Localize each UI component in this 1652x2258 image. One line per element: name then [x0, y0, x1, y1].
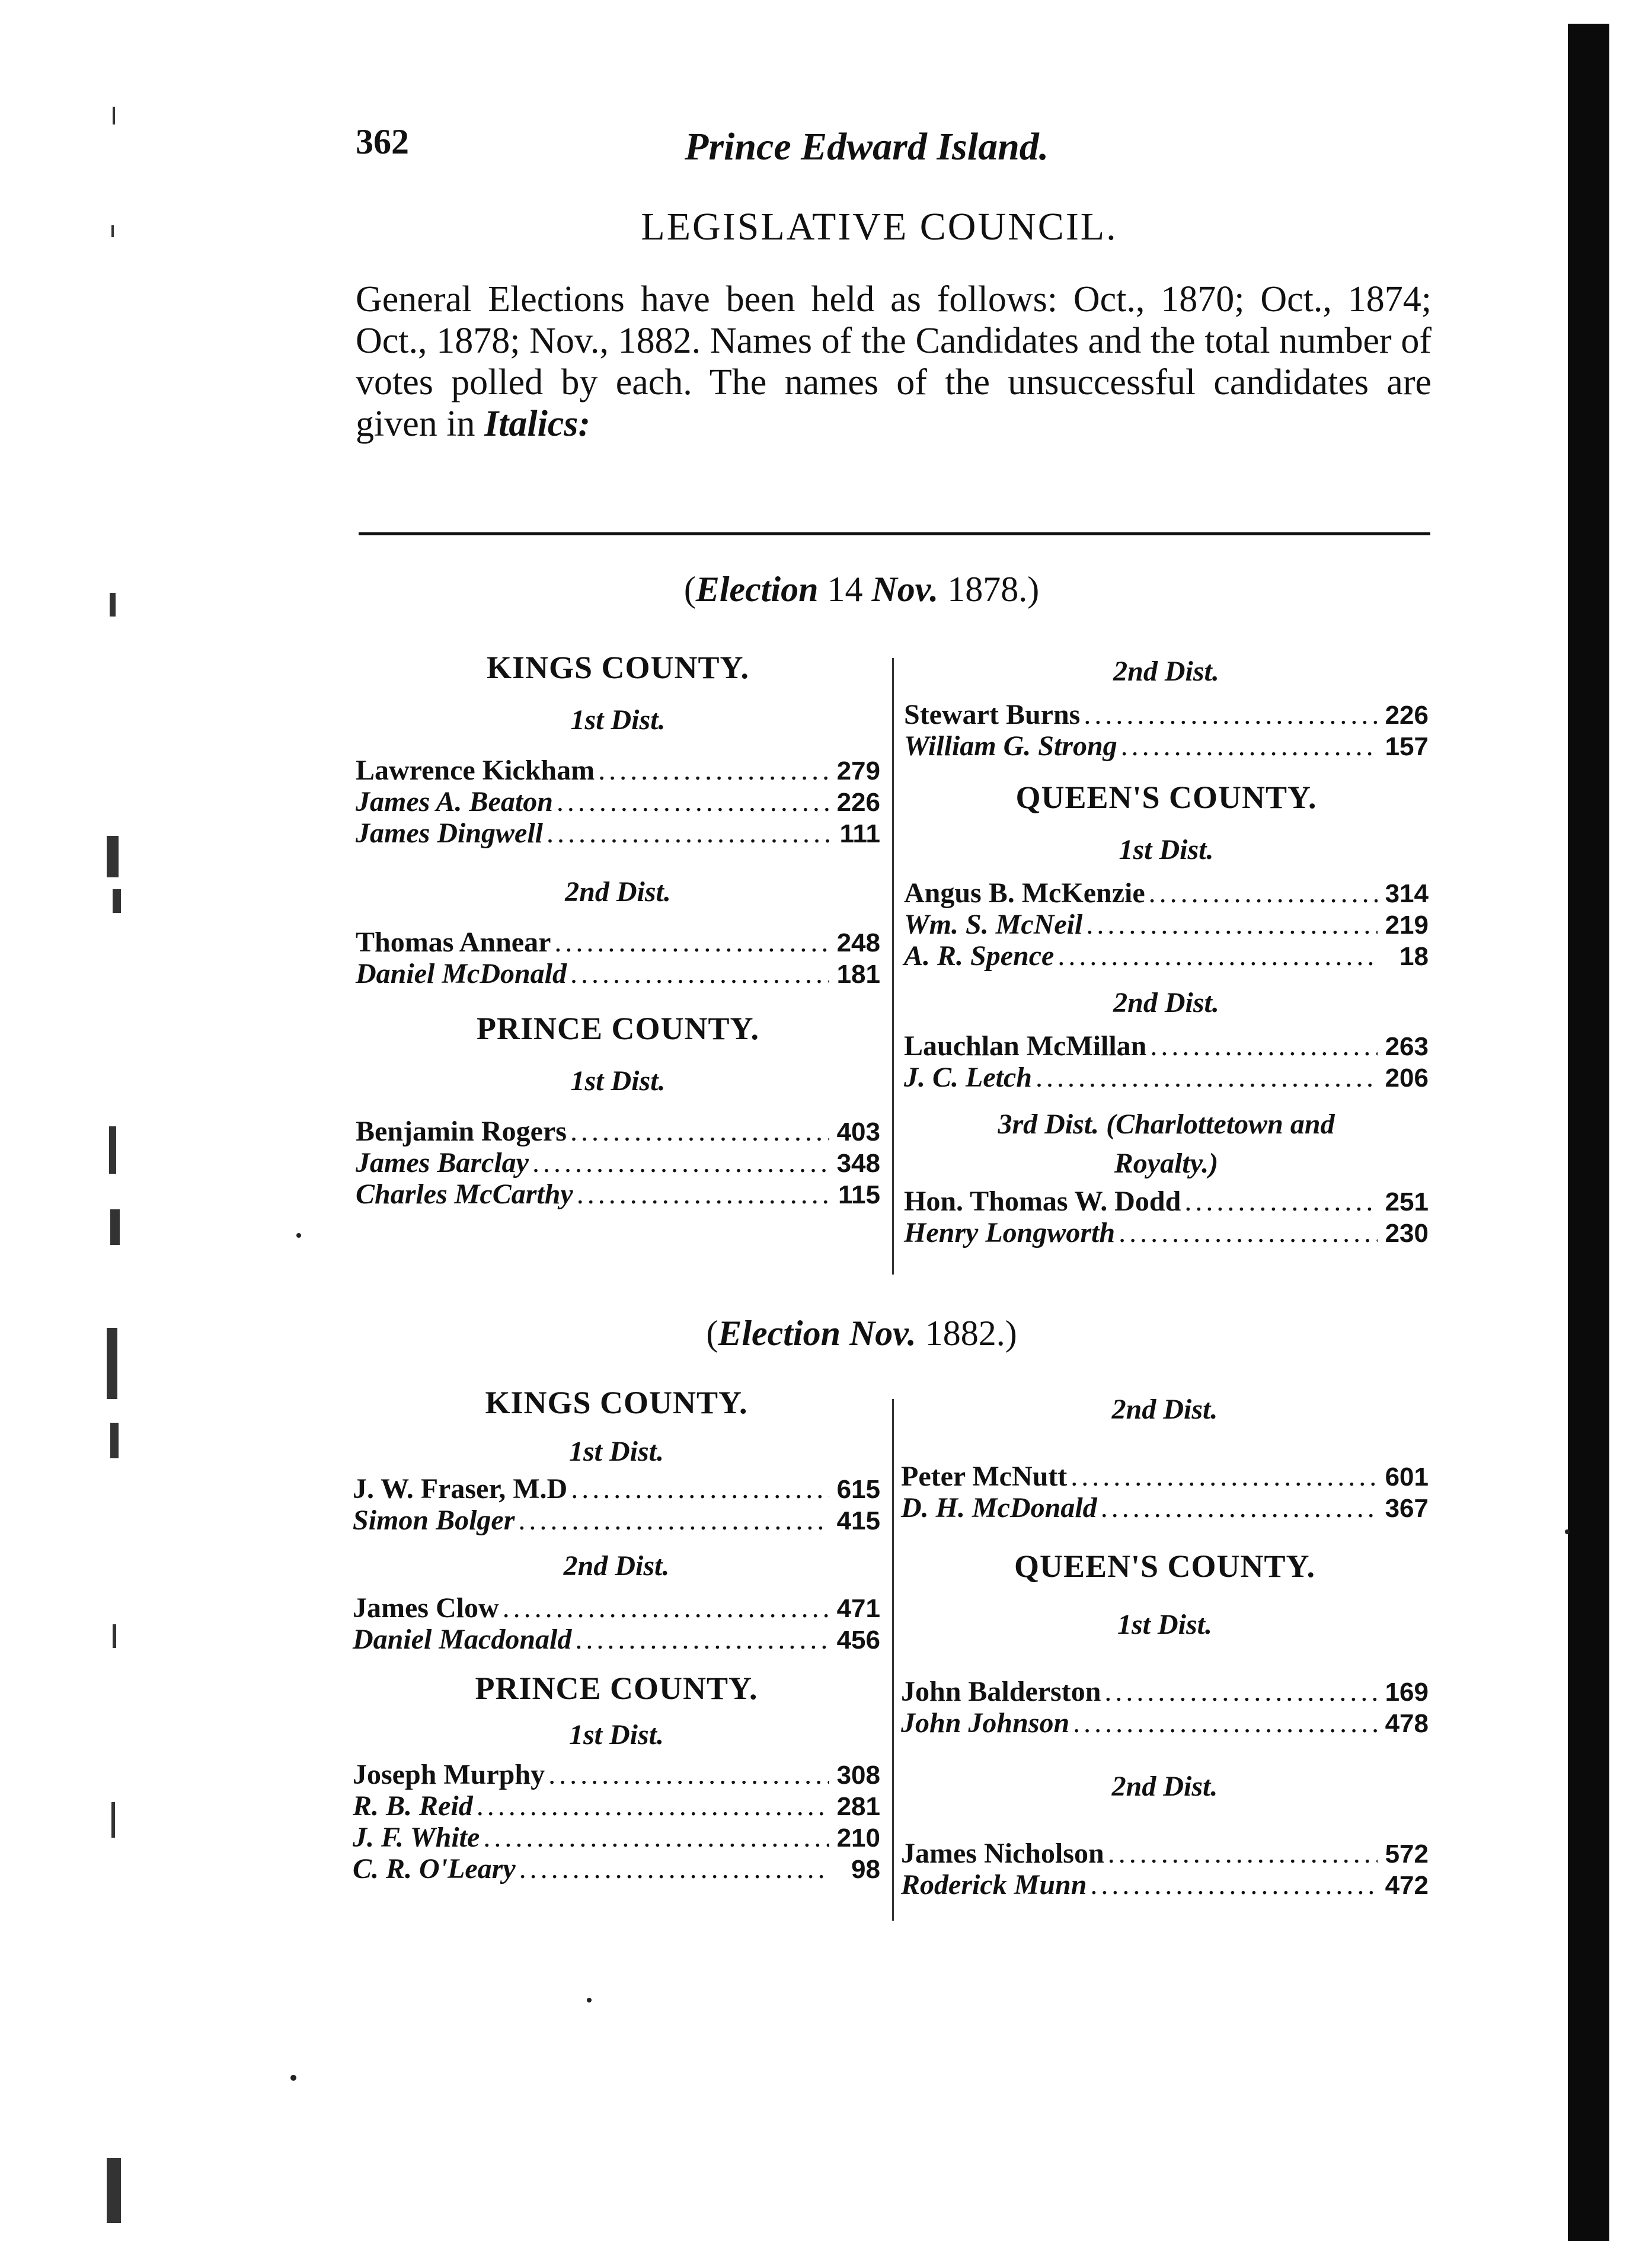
vote-count: 348: [836, 1149, 880, 1178]
vote-count: 601: [1385, 1462, 1429, 1492]
section-rule: [359, 532, 1430, 535]
scan-speck: [587, 1998, 592, 2003]
vote-count: 456: [836, 1625, 880, 1655]
candidate-name: Joseph Murphy: [353, 1759, 545, 1790]
binding-shadow: [1568, 24, 1609, 2241]
leader-dots: [503, 1593, 829, 1624]
district-heading-continued: Royalty.): [1114, 1148, 1219, 1179]
candidate-name: A. R. Spence: [904, 940, 1055, 972]
district-heading: 1st Dist.: [1117, 1609, 1213, 1640]
election-1882-right-column: [901, 1393, 1429, 1901]
candidate-row: [353, 1505, 880, 1537]
district-heading: 2nd Dist.: [1111, 1394, 1218, 1425]
election-year: 1878.: [947, 570, 1028, 609]
candidate-name: James Clow: [353, 1592, 499, 1624]
district-heading: 2nd Dist.: [1111, 1771, 1218, 1802]
candidate-name: Angus B. McKenzie: [904, 877, 1145, 909]
scan-speck: [290, 2075, 296, 2081]
leader-dots: [1150, 1031, 1378, 1062]
candidate-name: Henry Longworth: [904, 1217, 1116, 1248]
candidate-name: Peter McNutt: [901, 1461, 1068, 1492]
candidate-row: [356, 959, 880, 990]
election-1882-title: (Election Nov. 1882.): [706, 1314, 1017, 1353]
candidate-name: James Nicholson: [901, 1838, 1104, 1869]
county-heading: KINGS COUNTY.: [485, 1385, 748, 1420]
candidate-name: Charles McCarthy: [356, 1178, 573, 1210]
election-1878-right-column: [904, 649, 1429, 1249]
column-divider: [892, 658, 894, 1275]
election-year: 1882.: [925, 1314, 1005, 1353]
county-heading: QUEEN'S COUNTY.: [1014, 1548, 1316, 1584]
candidate-name: R. B. Reid: [353, 1790, 473, 1822]
vote-count: 471: [836, 1594, 880, 1623]
leader-dots: [1108, 1838, 1378, 1869]
candidate-name: J. C. Letch: [904, 1062, 1032, 1093]
candidate-row: [353, 1822, 880, 1854]
candidate-name: J. F. White: [353, 1822, 480, 1853]
leader-dots: [598, 755, 829, 786]
leader-dots: [1073, 1708, 1378, 1739]
vote-count: 169: [1385, 1678, 1429, 1707]
leader-dots: [1184, 1186, 1378, 1217]
vote-count: 572: [1385, 1839, 1429, 1869]
candidate-row: [904, 941, 1429, 972]
vote-count: 279: [836, 756, 880, 785]
leader-dots: [1119, 1218, 1378, 1248]
candidate-row: [904, 878, 1429, 909]
leader-dots: [1104, 1676, 1378, 1707]
vote-count: 157: [1385, 732, 1429, 761]
leader-dots: [570, 1116, 829, 1147]
candidate-name: Stewart Burns: [904, 699, 1081, 730]
candidate-row: [353, 1759, 880, 1791]
candidate-name: James Barclay: [356, 1147, 529, 1178]
vote-count: 210: [836, 1823, 880, 1853]
district-heading: 1st Dist.: [1119, 834, 1214, 865]
candidate-name: James Dingwell: [356, 817, 544, 849]
election-word: Election: [695, 570, 819, 609]
district-heading: 1st Dist.: [568, 1436, 664, 1467]
leader-dots: [483, 1822, 829, 1853]
candidate-name: Daniel Macdonald: [353, 1624, 572, 1655]
section-heading: LEGISLATIVE COUNCIL.: [641, 205, 1118, 248]
candidate-row: [356, 1179, 880, 1211]
district-heading: 1st Dist.: [570, 1065, 666, 1097]
election-1882-left-column: [353, 1384, 880, 1885]
vote-count: 98: [851, 1855, 880, 1884]
leader-dots: [548, 1759, 829, 1790]
leader-dots: [577, 1179, 829, 1210]
candidate-name: Simon Bolger: [353, 1505, 515, 1536]
page-number: 362: [356, 122, 409, 161]
candidate-name: James A. Beaton: [356, 786, 553, 817]
vote-count: 615: [836, 1475, 880, 1504]
election-word: Election: [718, 1314, 841, 1353]
candidate-row: [901, 1708, 1429, 1739]
vote-count: 226: [836, 788, 880, 817]
election-1878-title: (Election 14 Nov. 1878.): [683, 570, 1040, 609]
leader-dots: [575, 1624, 829, 1655]
leader-dots: [519, 1854, 829, 1885]
vote-count: 226: [1385, 701, 1429, 730]
vote-count: 18: [1399, 942, 1429, 971]
district-heading: 2nd Dist.: [563, 1550, 670, 1582]
election-month: Nov.: [849, 1314, 916, 1353]
leader-dots: [1086, 909, 1378, 940]
vote-count: 403: [836, 1117, 880, 1146]
election-1878-left-column: [356, 649, 880, 1211]
candidate-row: [356, 818, 880, 849]
vote-count: 251: [1385, 1187, 1429, 1216]
vote-count: 281: [836, 1792, 880, 1821]
candidate-row: [904, 700, 1429, 731]
scan-speck: [1565, 1529, 1570, 1534]
column-divider: [892, 1399, 894, 1921]
leader-dots: [518, 1505, 829, 1536]
candidate-row: [901, 1493, 1429, 1524]
candidate-row: [356, 787, 880, 818]
county-heading: PRINCE COUNTY.: [475, 1671, 758, 1706]
leader-dots: [1101, 1493, 1378, 1524]
candidate-row: [353, 1791, 880, 1822]
candidate-row: [353, 1854, 880, 1885]
candidate-name: Benjamin Rogers: [356, 1116, 567, 1147]
district-heading: 2nd Dist.: [1113, 987, 1219, 1018]
vote-count: 478: [1385, 1709, 1429, 1738]
vote-count: 219: [1385, 911, 1429, 940]
candidate-name: Lawrence Kickham: [356, 755, 595, 786]
candidate-row: [904, 731, 1429, 762]
leader-dots: [547, 818, 829, 849]
candidate-row: [904, 1062, 1429, 1094]
leader-dots: [1121, 731, 1378, 762]
candidate-row: [356, 927, 880, 959]
district-heading: 1st Dist.: [570, 704, 666, 736]
candidate-name: J. W. Fraser, M.D: [353, 1473, 568, 1505]
intro-text: General Elections have been held as follows: Oct., 1870; Oct., 1874; Oct., 1878; Nov., 1882. Names of the Candidates and the total number of votes polled by each. The names of the unsuccessful candidates are given in: [356, 279, 1431, 444]
leader-dots: [1084, 700, 1378, 730]
candidate-row: [353, 1593, 880, 1624]
leader-dots: [557, 787, 829, 817]
vote-count: 115: [838, 1180, 880, 1209]
candidate-name: John Balderston: [901, 1676, 1101, 1707]
vote-count: 230: [1385, 1219, 1429, 1248]
district-heading: 2nd Dist.: [565, 876, 671, 908]
vote-count: 248: [836, 928, 880, 957]
candidate-row: [353, 1474, 880, 1505]
candidate-name: D. H. McDonald: [901, 1492, 1097, 1524]
candidate-row: [904, 909, 1429, 941]
leader-dots: [1090, 1870, 1378, 1901]
scan-speck: [296, 1233, 301, 1238]
candidate-name: Thomas Annear: [356, 927, 551, 958]
leader-dots: [1071, 1461, 1378, 1492]
candidate-row: [904, 1031, 1429, 1062]
candidate-row: [901, 1461, 1429, 1493]
district-heading: 2nd Dist.: [1113, 656, 1219, 687]
vote-count: 263: [1385, 1032, 1429, 1061]
leader-dots: [554, 927, 829, 958]
candidate-row: [901, 1838, 1429, 1870]
leader-dots: [1036, 1062, 1378, 1093]
county-heading: KINGS COUNTY.: [486, 650, 750, 685]
vote-count: 314: [1385, 879, 1429, 908]
candidate-row: [356, 1116, 880, 1148]
leader-dots: [1149, 878, 1378, 909]
candidate-row: [904, 1218, 1429, 1249]
vote-count: 415: [836, 1506, 880, 1535]
vote-count: 472: [1385, 1871, 1429, 1900]
district-heading: 3rd Dist. (Charlottetown and: [998, 1109, 1335, 1140]
candidate-row: [901, 1870, 1429, 1901]
candidate-name: C. R. O'Leary: [353, 1853, 516, 1885]
leader-dots: [1057, 941, 1378, 972]
candidate-row: [356, 755, 880, 787]
candidate-name: Lauchlan McMillan: [904, 1030, 1147, 1062]
candidate-name: John Johnson: [901, 1707, 1070, 1739]
vote-count: 206: [1385, 1063, 1429, 1093]
vote-count: 181: [836, 960, 880, 989]
left-edge-noise: [89, 83, 142, 2217]
candidate-row: [356, 1148, 880, 1179]
vote-count: 367: [1385, 1494, 1429, 1523]
leader-dots: [570, 959, 829, 989]
intro-italic: Italics:: [484, 404, 591, 444]
candidate-name: Roderick Munn: [901, 1869, 1087, 1901]
leader-dots: [477, 1791, 829, 1822]
candidate-row: [901, 1676, 1429, 1708]
candidate-row: [353, 1624, 880, 1656]
election-day: 14: [827, 570, 863, 609]
candidate-name: Daniel McDonald: [356, 958, 567, 989]
district-heading: 1st Dist.: [568, 1719, 664, 1751]
vote-count: 308: [836, 1761, 880, 1790]
county-heading: QUEEN'S COUNTY.: [1015, 780, 1317, 815]
county-heading: PRINCE COUNTY.: [476, 1011, 760, 1046]
candidate-name: Wm. S. McNeil: [904, 909, 1083, 940]
election-month: Nov.: [871, 570, 939, 609]
candidate-name: William G. Strong: [904, 730, 1117, 762]
candidate-name: Hon. Thomas W. Dodd: [904, 1186, 1181, 1217]
running-head: Prince Edward Island.: [685, 125, 1049, 168]
leader-dots: [571, 1474, 829, 1505]
vote-count: 111: [839, 819, 880, 848]
intro-paragraph: [356, 279, 1431, 445]
leader-dots: [532, 1148, 829, 1178]
candidate-row: [904, 1186, 1429, 1218]
